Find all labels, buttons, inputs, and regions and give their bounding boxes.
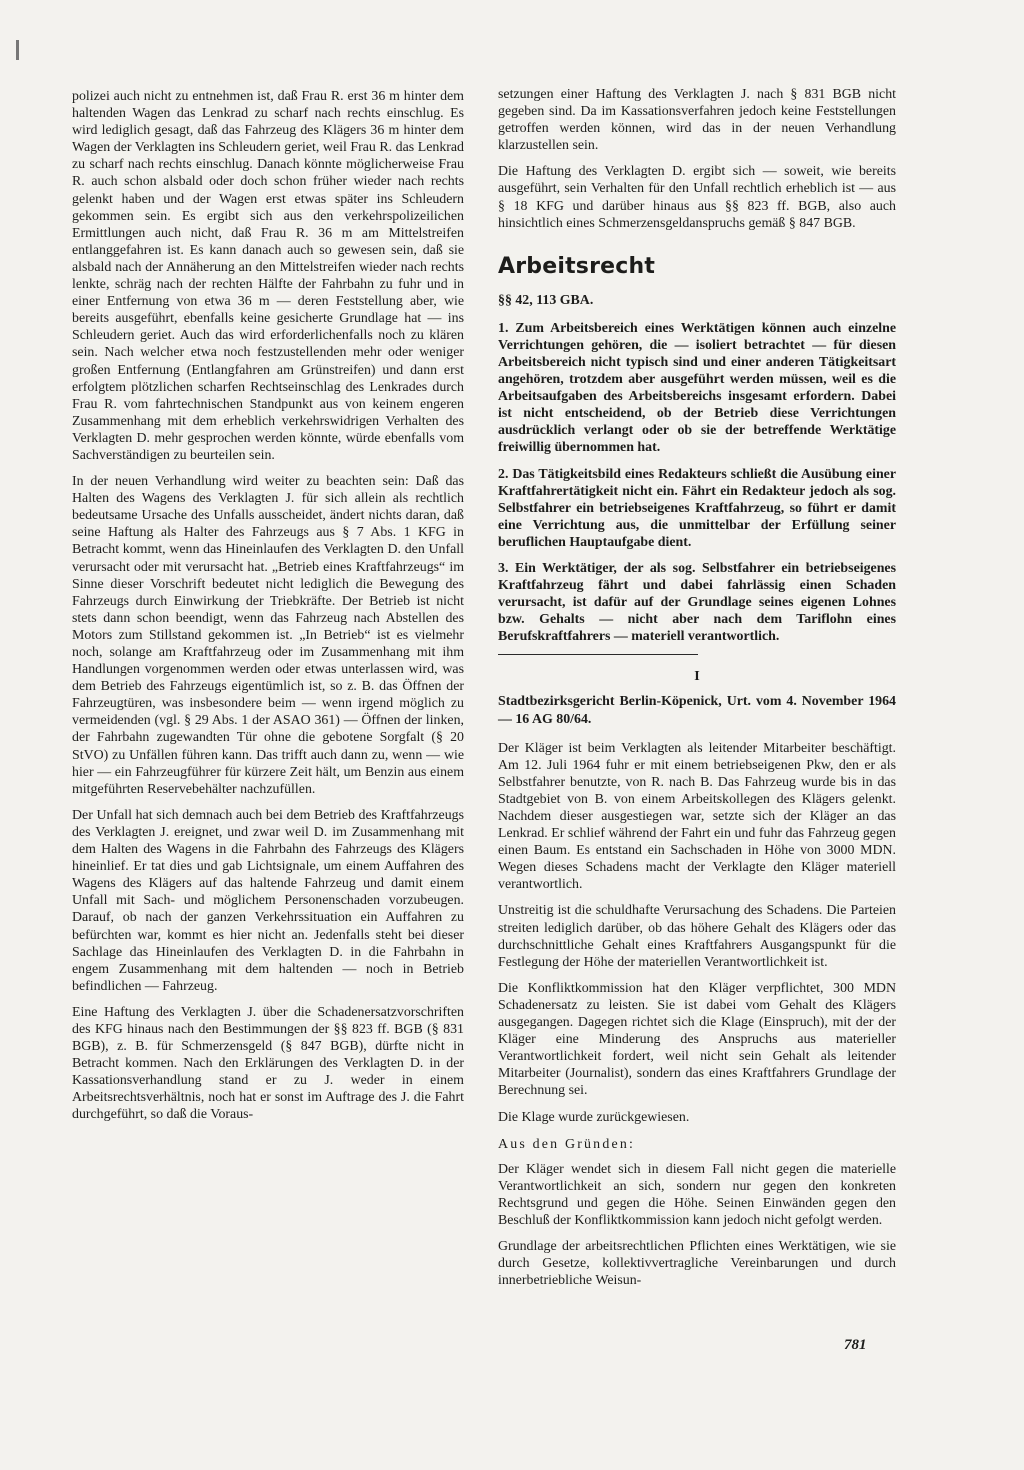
decision-number: I — [694, 669, 700, 685]
paragraph: Unstreitig ist die schuldhafte Verursachung des Schadens. Die Parteien streiten lediglich darüber, ob das höhere Gehalt des Klägers oder das durchschnittliche Gehalt eines Kraftfahrers Ausgangspunkt für die Festlegung der Höhe der materiellen Verantwortlichkeit ist. — [498, 903, 896, 970]
law-reference: §§ 42, 113 GBA. — [498, 292, 594, 308]
headnote: 2. Das Tätigkeitsbild eines Redakteurs schließt die Ausübung einer Kraftfahrertätigkeit nicht ein. Fährt ein Redakteur jedoch als sog. Selbstfahrer ein betriebseigenes Kraftfahrzeug, so führt er damit eine Verrichtung aus, die unmittelbar der Erfüllung seiner beruflichen Hauptaufgabe dient. — [498, 466, 896, 550]
court-citation: Stadtbezirksgericht Berlin-Köpenick, Urt. vom 4. November 1964 — 16 AG 80/64. — [498, 694, 896, 727]
left-column — [72, 88, 464, 1133]
paragraph: Eine Haftung des Verklagten J. über die Schadenersatzvorschriften des KFG hinaus nach den Bestimmungen der §§ 823 ff. BGB (§ 831 BGB), z. B. für Schmerzensgeld (§ 847 BGB), dürfte nicht in Betracht kommen. Nach den Erklärungen des Verklagten D. in der Kassationsverhandlung stand er zu J. weder in einem Arbeitsrechtsverhältnis, noch hat er sonst im Auftrage des J. die Fahrt durchgeführt, so daß die Voraus- — [72, 1004, 464, 1123]
paragraph: In der neuen Verhandlung wird weiter zu beachten sein: Daß das Halten des Wagens des Verklagten J. für sich allein als rechtlich bedeutsame Ursache des Unfalls ausscheidet, ändert nichts daran, daß seine Haftung als Halter des Fahrzeugs aus § 7 Abs. 1 KFG in Betracht kommt, wenn das Hineinlaufen des Verklagten D. den Unfall verursacht oder mit verursacht hat. „Betrieb eines Kraftfahrzeugs“ im Sinne dieser Vorschrift bedeutet nicht lediglich die Bewegung des Fahrzeugs durch Einwirkung der Triebkräfte. Der Betrieb ist nicht stets dann schon beendigt, wenn das Fahrzeug nach Abstellen des Motors zum Stillstand gekommen ist. „In Betrieb“ ist es vielmehr noch, solange am Kraftfahrzeug oder im Zusammenhang mit ihm Handlungen vorgenommen werden oder etwas unterlassen wird, was dem Betrieb des Fahrzeugs eigentümlich ist, so z. B. das Öffnen der Fahrzeugtüren, was insbesondere beim — wenn irgend möglich zu vermeidenden (vgl. § 29 Abs. 1 der ASAO 361) — Öffnen der linken, der Fahrbahn zugewandten Tür ohne die gebotene Sorgfalt (§ 20 StVO) zu Unfällen führen kann. Das trifft auch dann zu, wenn — wie hier — ein Fahrzeugführer für kürzere Zeit hält, um Benzin aus einem mitgeführten Reservebehälter nachzufüllen. — [72, 474, 464, 797]
paragraph: Die Klage wurde zurückgewiesen. — [498, 1109, 690, 1125]
paragraph: Der Kläger ist beim Verklagten als leitender Mitarbeiter beschäftigt. Am 12. Juli 1964 fuhr er mit einem betriebseigenen Pkw, den er als Selbstfahrer benutzte, von R. nach B. Das Fahrzeug wurde bis in das Stadtgebiet von B. von einem Arbeitskollegen des Klägers gelenkt. Nachdem dieser ausgestiegen war, setzte sich der Kläger an das Lenkrad. Er schlief während der Fahrt ein und fuhr das Fahrzeug gegen einen Baum. Es entstand ein Sachschaden in Höhe von 3000 MDN. Wegen dieses Schadens macht der Verklagte den Kläger materiell verantwortlich. — [498, 740, 896, 893]
paragraph: Der Unfall hat sich demnach auch bei dem Betrieb des Kraftfahrzeugs des Verklagten J. ereignet, und zwar weil D. im Zusammenhang mit dem Halten des Wagens in die Fahrbahn des Fahrzeugs des Klägers hineinlief. Er tat dies und gab Lichtsignale, um einem Auffahren des Wagens des Klägers auf das haltende Fahrzeug und damit einem Unfall mit Sach- und möglichem Personenschaden vorzubeugen. Darauf, ob nach der ganzen Verkehrssituation ein Auffahren zu befürchten war, kommt es hier nicht an. Jedenfalls steht bei dieser Sachlage das Hineinlaufen des Verklagten D. in die Fahrbahn in engem Zusammenhang mit dem haltenden — noch in Betrieb befindlichen — Fahrzeug. — [72, 807, 464, 994]
paragraph: Grundlage der arbeitsrechtlichen Pflichten eines Werktätigen, wie sie durch Gesetze, kollektivvertragliche Vereinbarungen und durch innerbetriebliche Weisun- — [498, 1239, 896, 1289]
headnote: 1. Zum Arbeitsbereich eines Werktätigen können auch einzelne Verrichtungen gehören, die — isoliert betrachtet — für diesen Arbeitsbereich nicht typisch sind und einer anderen Tätigkeitsart angehören, trotzdem aber ausgeführt werden müssen, weil es die Arbeitsaufgaben des Arbeitsbereichs insgesamt erfordern. Dabei ist nicht entscheidend, ob der Betrieb diese Verrichtungen ausdrücklich verlangt oder ob sie der betreffende Werktätige freiwillig übernommen hat. — [498, 320, 896, 456]
divider — [498, 654, 698, 655]
right-column — [498, 86, 896, 1298]
paragraph: Die Haftung des Verklagten D. ergibt sich — soweit, wie bereits ausgeführt, sein Verhalten für den Unfall rechtlich erheblich ist — aus § 18 KFG und darüber hinaus aus §§ 823 ff. BGB, also auch hinsichtlich eines Schmerzensgeldanspruchs gemäß § 847 BGB. — [498, 164, 896, 231]
scan-mark — [16, 40, 19, 60]
page-number: 781 — [844, 1337, 867, 1353]
paragraph: polizei auch nicht zu entnehmen ist, daß Frau R. erst 36 m hinter dem haltenden Wagen das Lenkrad zu scharf nach rechts einschlug. Es wird lediglich gesagt, daß das Fahrzeug des Klägers 36 m hinter dem Wagen der Verklagten ins Schleudern geriet, weil Frau R. das Lenkrad zu scharf nach rechts einschlug. Danach könnte möglicherweise Frau R. auch schon alsbald oder doch schon früher wieder nach rechts gelenkt haben und der Wagen erst etwas später ins Schleudern gekommen sein. Es ergibt sich aus den verkehrspolizeilichen Ermittlungen auch nicht, daß Frau R. 36 m am Mittelstreifen entlanggefahren ist. Es kann danach auch so gewesen sein, daß sie alsbald nach der Annäherung an den Mittelstreifen wieder nach rechts lenkte, schräg nach der rechten Hälfte der Fahrbahn zu fuhr und in einer Entfernung von etwa 36 m — deren Feststellung aber, wie bereits ausgeführt, ebenfalls keine gesicherte Grundlage hat — ins Schleudern geriet. Auch das wird erforderlichenfalls noch zu klären sein. Nach welcher etwa noch festzustellenden mehr oder weniger großen Entfernung (Entlangfahren am Grünstreifen) und dann erst erfolgtem plötzlichen scharfen Rechtseinschlag des Lenkrades durch Frau R. vom fahrtechnischen Standpunkt aus von keinem engeren Zusammenhang mit dem erheblich verkehrswidrigen Verhalten des Verklagten D. mehr gesprochen werden könnte, würde ebenfalls vom Sachverständigen zu beurteilen sein. — [72, 89, 464, 463]
headnote: 3. Ein Werktätiger, der als sog. Selbstfahrer ein betriebseigenes Kraftfahrzeug fährt und dabei fahrlässig einen Schaden verursacht, ist dafür auf der Grundlage seines eigenen Lohnes bzw. Gehalts — nicht aber nach dem Tariflohn eines Berufskraftfahrers — materiell verantwortlich. — [498, 560, 896, 645]
reasons-heading: Aus den Gründen: — [498, 1136, 636, 1152]
paragraph: Der Kläger wendet sich in diesem Fall nicht gegen die materielle Verantwortlichkeit an sich, sondern nur gegen den konkreten Rechtsgrund und gegen die Höhe. Seinen Einwänden gegen den Beschluß der Konfliktkommission kann jedoch nicht gefolgt werden. — [498, 1161, 896, 1228]
paragraph: Die Konfliktkommission hat den Kläger verpflichtet, 300 MDN Schadenersatz zu leisten. Sie ist dabei vom Gehalt des Klägers ausgegangen. Dagegen richtet sich die Klage (Einspruch), mit der der Kläger eine Minderung des Anspruchs aus materieller Verantwortlichkeit fordert, weil nicht sein Gehalt als leitender Mitarbeiter (Journalist), sondern das eines Kraftfahrers Grundlage der Berechnung sei. — [498, 980, 896, 1099]
section-heading: Arbeitsrecht — [498, 253, 656, 279]
paragraph: setzungen einer Haftung des Verklagten J. nach § 831 BGB nicht gegeben sind. Da im Kassationsverfahren jedoch keine Feststellungen getroffen werden können, wird das in der neuen Verhandlung klarzustellen sein. — [498, 87, 896, 154]
headnotes — [498, 320, 896, 646]
